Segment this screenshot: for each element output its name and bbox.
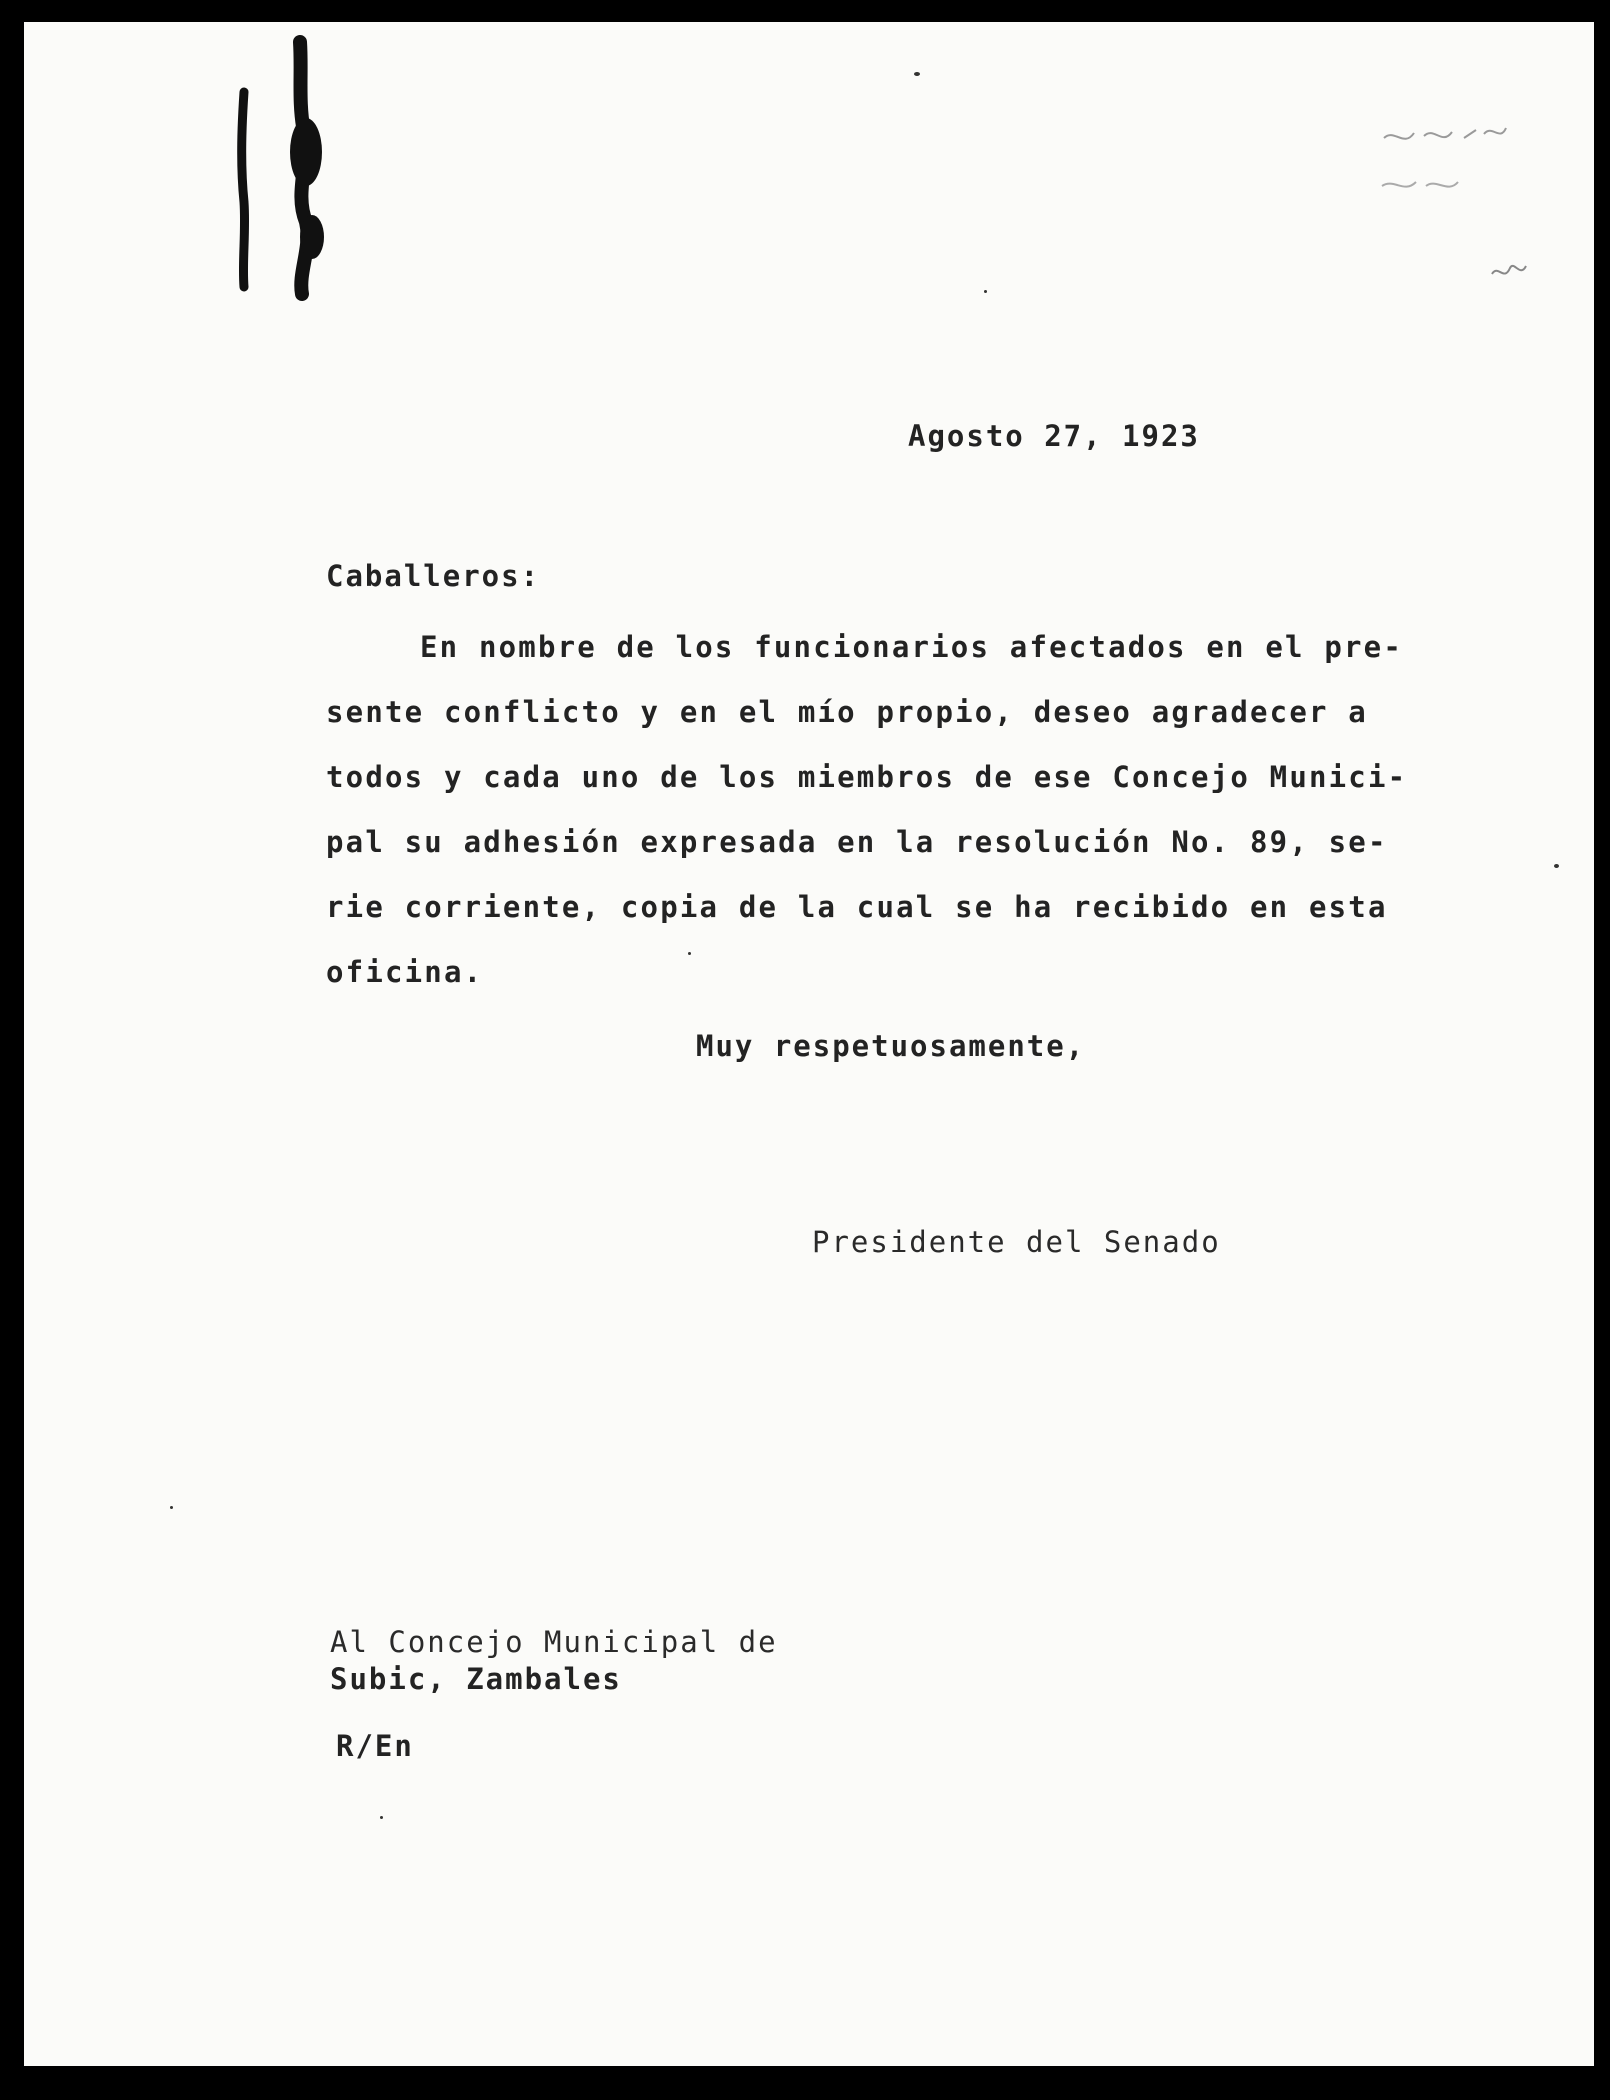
body-paragraph [326, 630, 1446, 1020]
body-line: rie corriente, copia de la cual se ha recibido en esta [326, 890, 1388, 924]
closing: Muy respetuosamente, [696, 1029, 1086, 1063]
scan-speck [380, 1816, 383, 1819]
body-line: todos y cada uno de los miembros de ese Concejo Munici- [326, 760, 1408, 794]
body-line: En nombre de los funcionarios afectados en el pre- [420, 630, 1403, 664]
scan-speck [1554, 864, 1559, 868]
scan-speck [914, 72, 920, 76]
binder-hole-marks [214, 32, 334, 302]
body-line: oficina. [326, 955, 484, 989]
document-page [24, 22, 1594, 2066]
body-line: pal su adhesión expresada en la resolución No. 89, se- [326, 825, 1388, 859]
letter-date: Agosto 27, 1923 [908, 419, 1200, 453]
addressee-line-2: Subic, Zambales [330, 1662, 622, 1696]
salutation: Caballeros: [326, 559, 541, 593]
scan-speck [984, 290, 987, 293]
body-line: sente conflicto y en el mío propio, deseo agradecer a [326, 695, 1368, 729]
pencil-annotation [1364, 108, 1534, 298]
signature-title: Presidente del Senado [812, 1225, 1221, 1259]
reference-initials: R/En [336, 1729, 414, 1763]
scan-speck [170, 1506, 173, 1509]
addressee-line-1: Al Concejo Municipal de [330, 1625, 778, 1659]
